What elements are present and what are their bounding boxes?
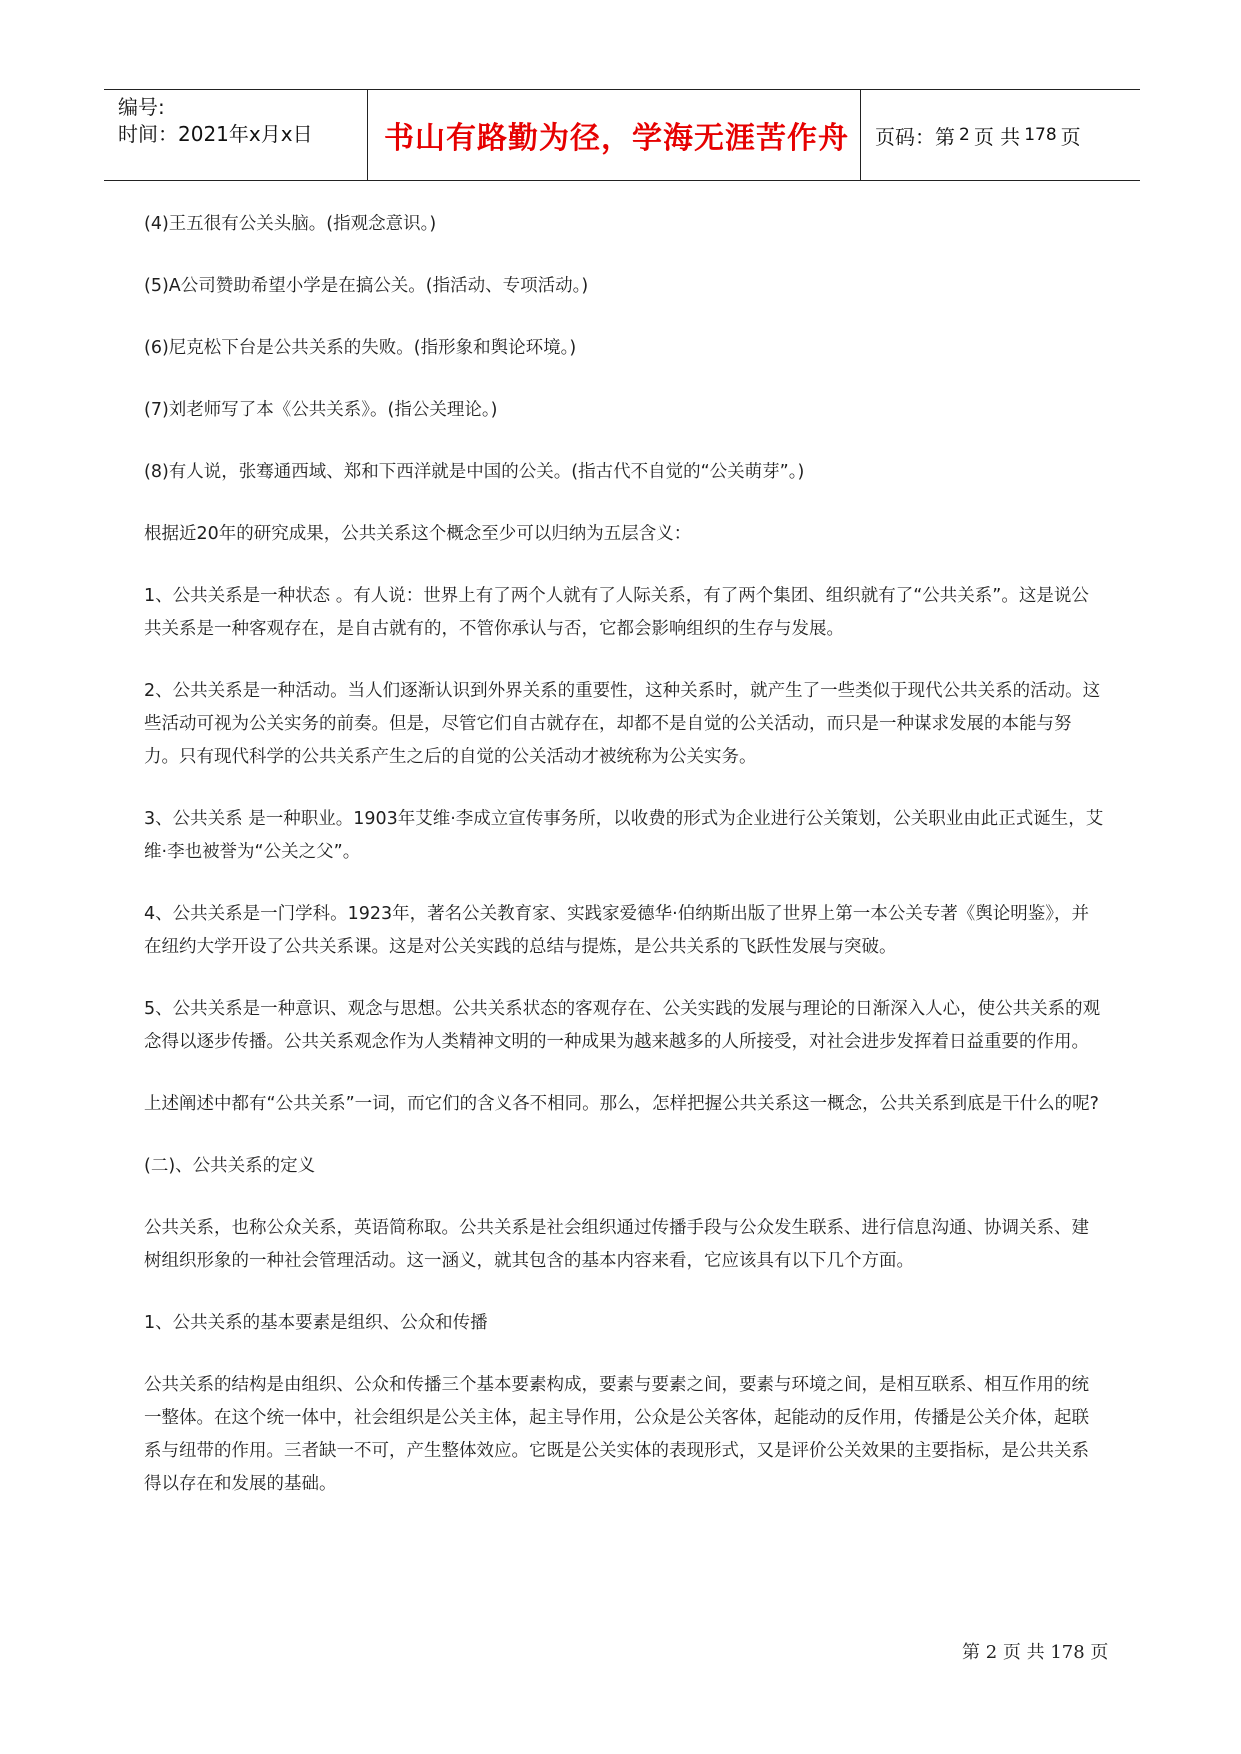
paragraph: (8)有人说，张骞通西域、郑和下西洋就是中国的公关。(指古代不自觉的“公关萌芽”。) bbox=[144, 462, 805, 482]
paragraph: 2、公共关系是一种活动。当人们逐渐认识到外界关系的重要性，这种关系时，就产生了一些类似于现代公共关系的活动。这些活动可视为公关实务的前奏。但是，尽管它们自古就存在，却都不是自觉的公关活动，而只是一种谋求发展的本能与努力。只有现代科学的公共关系产生之后的自觉的公关活动才被统称为公关实务。 bbox=[144, 681, 1101, 767]
paragraph: 5、公共关系是一种意识、观念与思想。公共关系状态的客观存在、公关实践的发展与理论的日渐深入人心，使公共关系的观念得以逐步传播。公共关系观念作为人类精神文明的一种成果为越来越多的人所接受，对社会进步发挥着日益重要的作用。 bbox=[144, 999, 1101, 1052]
header-divider-right bbox=[860, 90, 861, 180]
paragraph: 4、公共关系是一门学科。1923年，著名公关教育家、实践家爱德华·伯纳斯出版了世界上第一本公关专著《舆论明鉴》，并在纽约大学开设了公共关系课。这是对公关实践的总结与提炼，是公共关系的飞跃性发展与突破。 bbox=[144, 904, 1089, 957]
page-mid: 页 共 bbox=[973, 124, 1021, 149]
page-num: 2 bbox=[959, 125, 970, 145]
paragraph: (6)尼克松下台是公共关系的失败。(指形象和舆论环境。) bbox=[144, 338, 577, 358]
paragraph: 1、公共关系是一种状态 。有人说：世界上有了两个人就有了人际关系，有了两个集团、组织就有了“公共关系”。这是说公共关系是一种客观存在，是自古就有的，不管你承认与否，它都会影响组织的生存与发展。 bbox=[144, 586, 1089, 639]
document-body bbox=[144, 208, 1106, 1530]
paragraph: (7)刘老师写了本《公共关系》。(指公关理论。) bbox=[144, 400, 498, 420]
paragraph: (4)王五很有公关头脑。(指观念意识。) bbox=[144, 214, 437, 234]
paragraph: 根据近20年的研究成果，公共关系这个概念至少可以归纳为五层含义： bbox=[144, 524, 692, 544]
page-total: 178 bbox=[1024, 125, 1057, 145]
page-footer: 第 2 页 共 178 页 bbox=[962, 1642, 1109, 1663]
paragraph: 上述阐述中都有“公共关系”一词，而它们的含义各不相同。那么，怎样把握公共关系这一概念，公共关系到底是干什么的呢? bbox=[144, 1094, 1099, 1114]
subsection-heading: 1、公共关系的基本要素是组织、公众和传播 bbox=[144, 1313, 488, 1333]
paragraph: (5)A公司赞助希望小学是在搞公关。(指活动、专项活动。) bbox=[144, 276, 589, 296]
section-heading: (二)、公共关系的定义 bbox=[144, 1156, 316, 1176]
paragraph: 公共关系，也称公众关系，英语简称取。公共关系是社会组织通过传播手段与公众发生联系、进行信息沟通、协调关系、建树组织形象的一种社会管理活动。这一涵义，就其包含的基本内容来看，它应该具有以下几个方面。 bbox=[144, 1218, 1089, 1271]
header-page-number bbox=[875, 90, 1081, 180]
page-header bbox=[104, 89, 1140, 181]
paragraph: 3、公共关系 是一种职业。1903年艾维·李成立宣传事务所，以收费的形式为企业进行公关策划，公关职业由此正式诞生，艾维·李也被誉为“公关之父”。 bbox=[144, 809, 1104, 862]
page-prefix: 页码：第 bbox=[875, 124, 955, 149]
serial-label: 编号: bbox=[118, 95, 165, 119]
header-info bbox=[118, 94, 313, 148]
header-divider-left bbox=[367, 90, 368, 180]
paragraph: 公共关系的结构是由组织、公众和传播三个基本要素构成，要素与要素之间，要素与环境之间，是相互联系、相互作用的统一整体。在这个统一体中，社会组织是公关主体，起主导作用，公众是公关客体，起能动的反作用，传播是公关介体，起联系与纽带的作用。三者缺一不可，产生整体效应。它既是公关实体的表现形式，又是评价公关效果的主要指标，是公共关系得以存在和发展的基础。 bbox=[144, 1375, 1089, 1494]
time-label: 时间：2021年x月x日 bbox=[118, 122, 313, 146]
page-suffix: 页 bbox=[1060, 124, 1081, 149]
header-motto: 书山有路勤为径，学海无涯苦作舟 bbox=[384, 121, 849, 156]
